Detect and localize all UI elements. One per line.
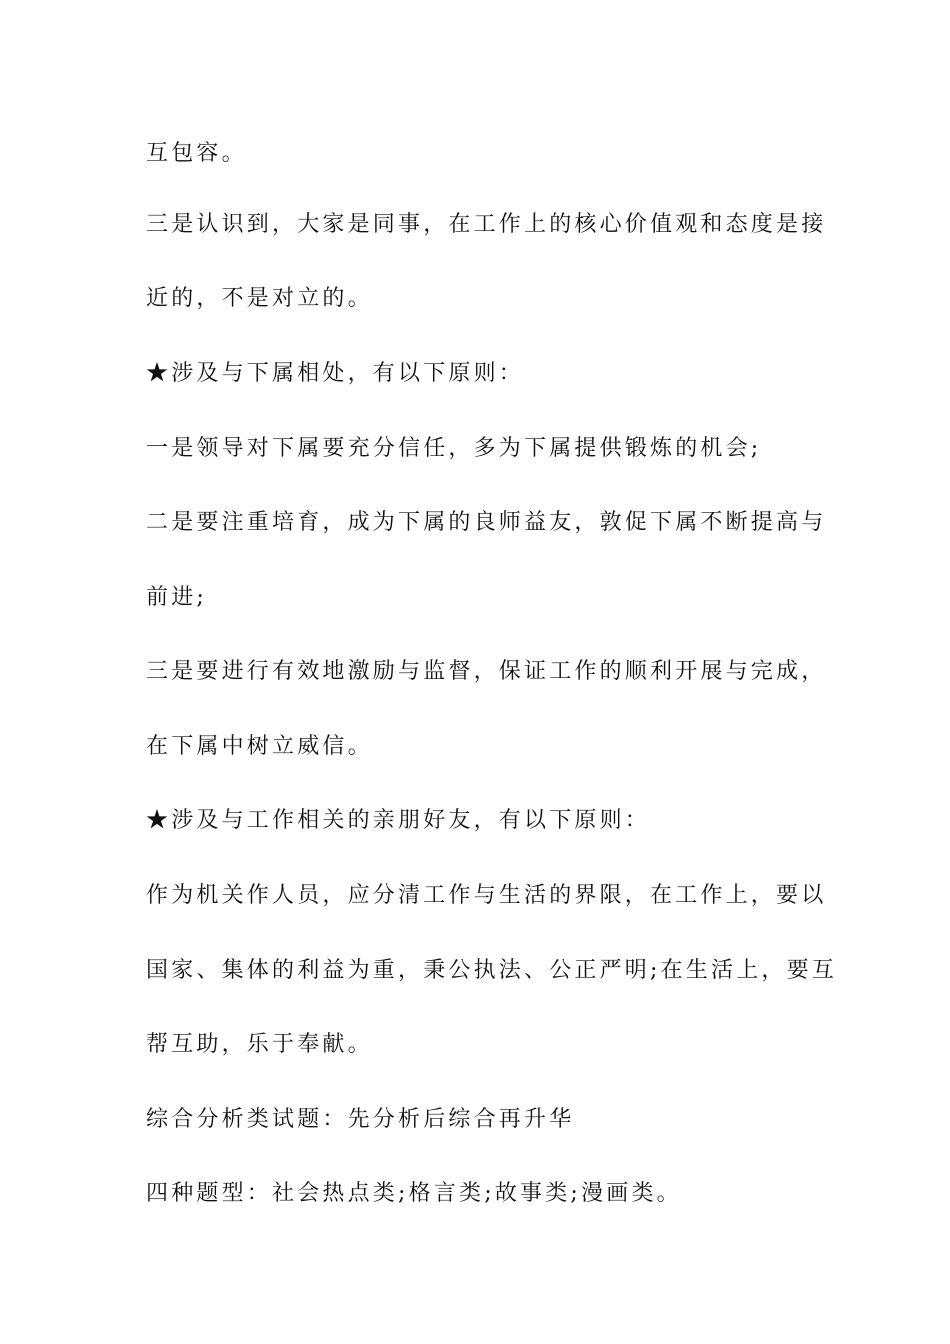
text-line: 前进; (146, 585, 208, 610)
text-line: 二是要注重培育，成为下属的良师益友，敦促下属不断提高与 (146, 510, 827, 535)
section-heading: ★涉及与工作相关的亲朋好友，有以下原则： (146, 808, 651, 833)
section-heading: ★涉及与下属相处，有以下原则： (146, 361, 525, 386)
text-line: 近的，不是对立的。 (146, 286, 373, 311)
text-line: 综合分析类试题：先分析后综合再升华 (146, 1107, 575, 1132)
text-line: 帮互助，乐于奉献。 (146, 1032, 373, 1057)
text-line: 作为机关作人员，应分清工作与生活的界限，在工作上，要以 (146, 883, 827, 908)
text-line: 一是领导对下属要充分信任，多为下属提供锻炼的机会; (146, 436, 762, 461)
text-line: 在下属中树立威信。 (146, 734, 373, 759)
text-line: 互包容。 (146, 141, 247, 166)
text-line: 三是要进行有效地激励与监督，保证工作的顺利开展与完成， (146, 659, 827, 684)
text-line: 三是认识到，大家是同事，在工作上的核心价值观和态度是接 (146, 212, 827, 237)
text-line: 四种题型：社会热点类;格言类;故事类;漫画类。 (146, 1181, 682, 1206)
text-line: 国家、集体的利益为重，秉公执法、公正严明;在生活上，要互 (146, 958, 838, 983)
